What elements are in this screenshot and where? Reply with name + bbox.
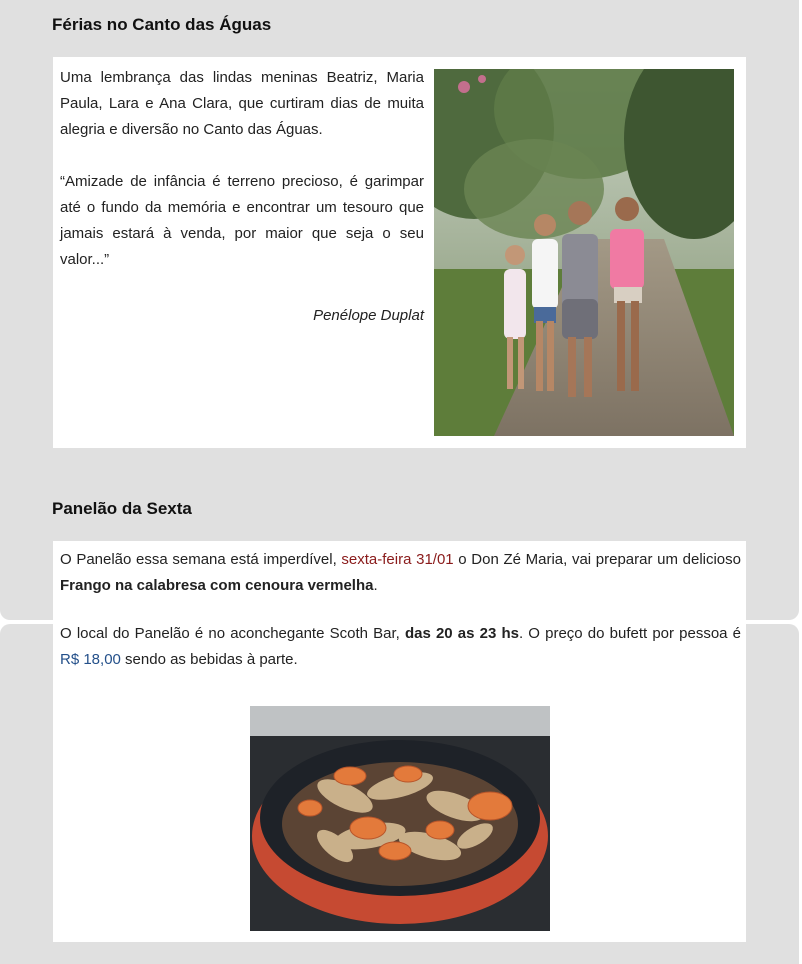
panelao-paragraph-1 [60,547,741,599]
friendship-quote: “Amizade de infância é terreno precioso, é garimpar até o fundo da memória e encontrar um tesouro que jamais estará à venda, por maior que seja o seu valor...” [60,173,424,268]
girls-photo[interactable] [434,69,734,436]
p2-text-end: sendo as bebidas à parte. [120,651,298,668]
quote-signature: Penélope Duplat [313,307,424,324]
panelao-card [53,541,746,942]
ferias-card [53,57,746,448]
section-title-ferias: Férias no Canto das Águas [52,15,272,34]
food-photo[interactable] [250,706,550,931]
panelao-paragraph-2 [60,621,741,673]
p2-text-mid: . O preço do bufett por pessoa é [518,625,742,642]
date-highlight: sexta-feira 31/01 [341,551,454,568]
p1-text-end: . [373,577,378,594]
hours-highlight: das 20 as 23 hs [404,625,519,642]
ferias-paragraph: Uma lembrança das lindas meninas Beatriz, Maria Paula, Lara e Ana Clara, que curtiram dias de muita alegria e diversão no Canto das Águas. [60,69,424,138]
p2-text-start: O local do Panelão é no aconchegante Scoth Bar, [60,625,405,642]
p1-text-start: O Panelão essa semana está imperdível, [60,551,342,568]
ferias-text-column [60,65,424,329]
section-title-panelao: Panelão da Sexta [52,499,192,518]
p1-text-mid: o Don Zé Maria, vai preparar um delicioso [453,551,741,568]
price-highlight: R$ 18,00 [60,651,121,668]
dish-name: Frango na calabresa com cenoura vermelha [60,577,374,594]
